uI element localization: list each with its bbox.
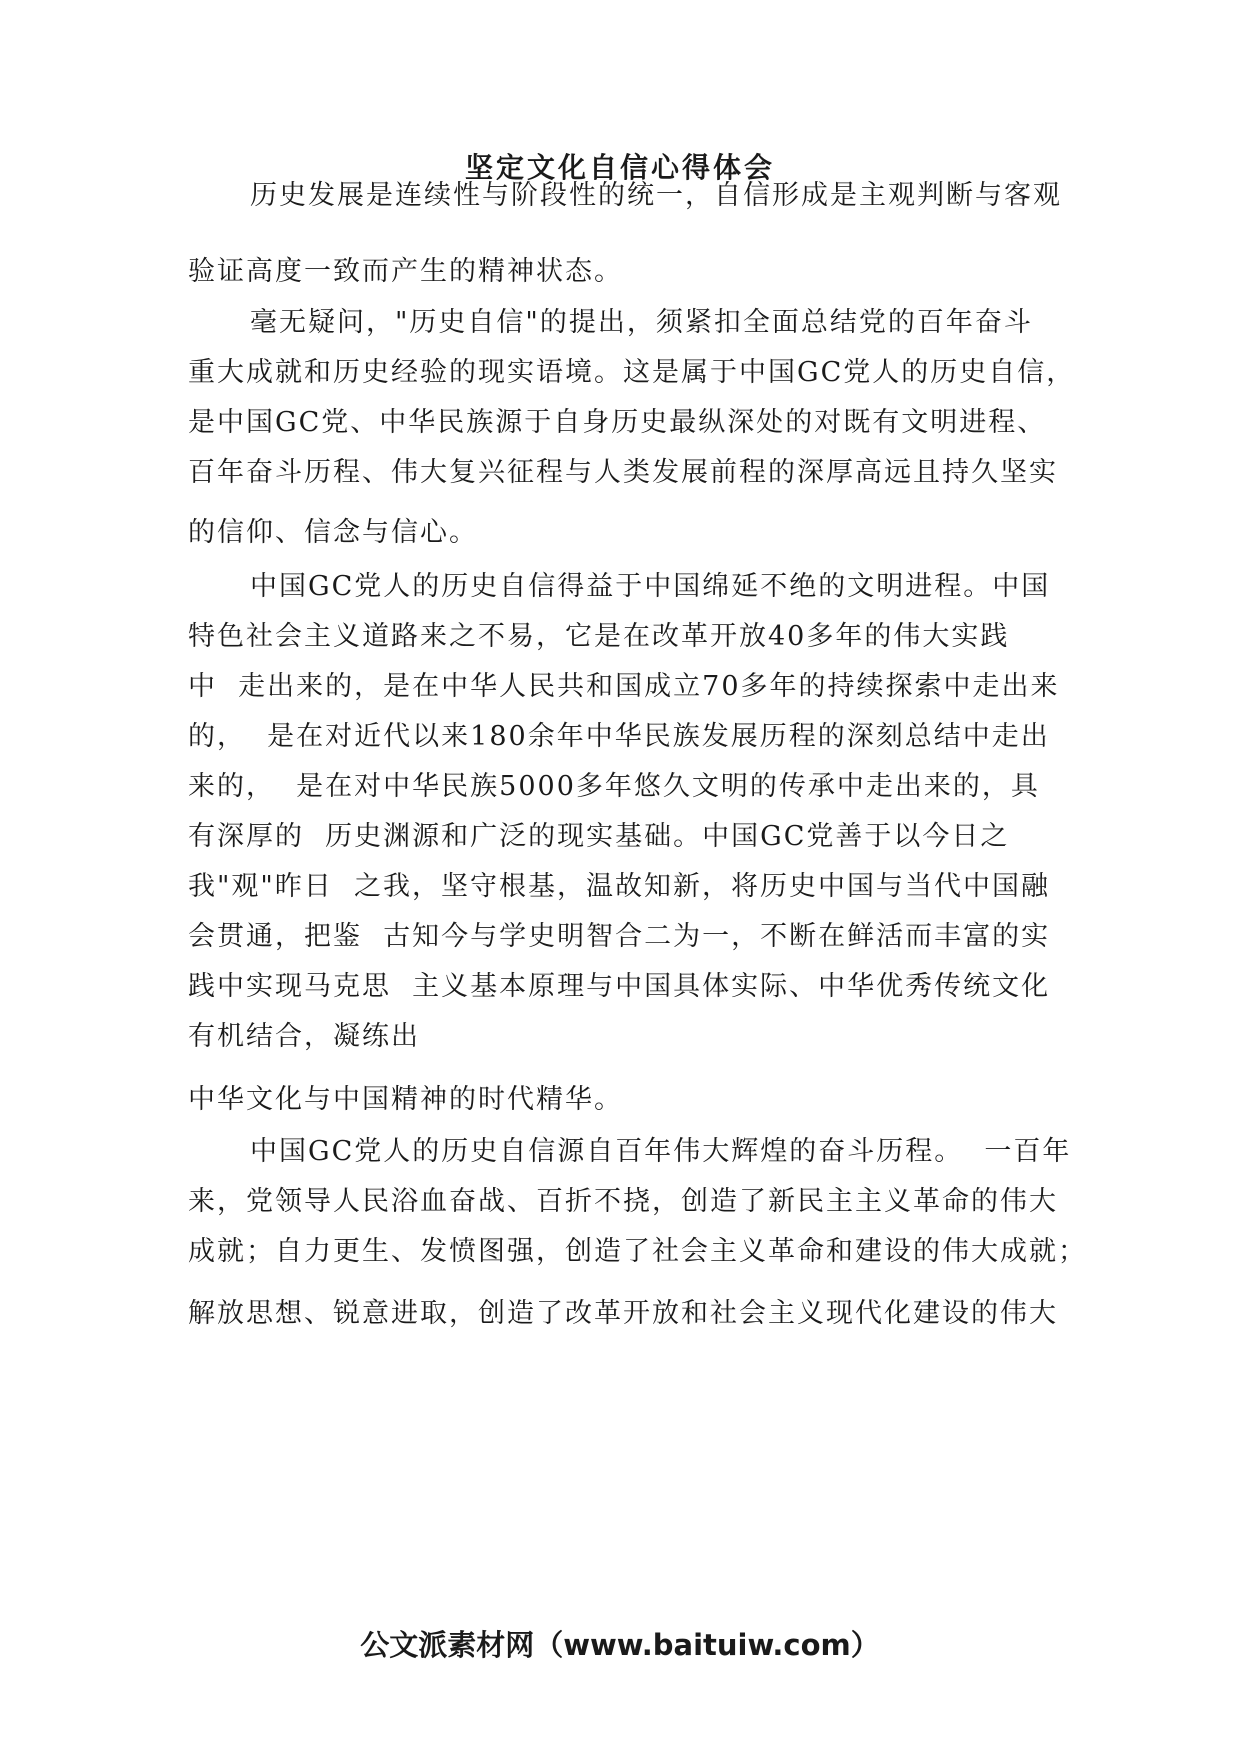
paragraph-line: 解放思想、锐意进取，创造了改革开放和社会主义现代化建设的伟大 [188, 1298, 1058, 1329]
paragraph-line: 中国GC党人的历史自信源自百年伟大辉煌的奋斗历程。 一百年 [250, 1136, 1072, 1167]
paragraph-line: 验证高度一致而产生的精神状态。 [188, 256, 623, 287]
paragraph-line: 毫无疑问，"历史自信"的提出，须紧扣全面总结党的百年奋斗 [250, 307, 1033, 338]
paragraph-line: 有深厚的 历史渊源和广泛的现实基础。中国GC党善于以今日之 [188, 821, 1010, 852]
paragraph-line: 中华文化与中国精神的时代精华。 [188, 1084, 623, 1115]
paragraph-line: 中国GC党人的历史自信得益于中国绵延不绝的文明进程。中国 [250, 571, 1051, 602]
paragraph-line: 有机结合，凝练出 [188, 1021, 420, 1052]
paragraph-line: 百年奋斗历程、伟大复兴征程与人类发展前程的深厚高远且持久坚实 [188, 457, 1058, 488]
paragraph-line: 的信仰、信念与信心。 [188, 517, 478, 548]
paragraph-line: 来，党领导人民浴血奋战、百折不挠，创造了新民主主义革命的伟大 [188, 1186, 1058, 1217]
paragraph-line: 重大成就和历史经验的现实语境。这是属于中国GC党人的历史自信， [188, 357, 1076, 388]
paragraph-line: 我"观"昨日 之我，坚守根基，温故知新，将历史中国与当代中国融 [188, 871, 1051, 902]
paragraph-line: 践中实现马克思 主义基本原理与中国具体实际、中华优秀传统文化 [188, 971, 1051, 1002]
paragraph-line: 会贯通，把鉴 古知今与学史明智合二为一，不断在鲜活而丰富的实 [188, 921, 1051, 952]
paragraph-line: 来的， 是在对中华民族5000多年悠久文明的传承中走出来的，具 [188, 771, 1040, 802]
paragraph-line: 的， 是在对近代以来180余年中华民族发展历程的深刻总结中走出 [188, 721, 1050, 752]
paragraph-line: 成就；自力更生、发愤图强，创造了社会主义革命和建设的伟大成就； [188, 1236, 1087, 1267]
paragraph-line: 中 走出来的，是在中华人民共和国成立70多年的持续探索中走出来 [188, 671, 1060, 702]
paragraph-line: 特色社会主义道路来之不易，它是在改革开放40多年的伟大实践 [188, 621, 1010, 652]
document-title: 坚定文化自信心得体会 [464, 151, 775, 184]
footer-watermark: 公文派素材网（www.baituiw.com） [360, 1628, 880, 1662]
paragraph-line: 是中国GC党、中华民族源于自身历史最纵深处的对既有文明进程、 [188, 407, 1047, 438]
paragraph-line: 历史发展是连续性与阶段性的统一，自信形成是主观判断与客观 [250, 180, 1062, 211]
